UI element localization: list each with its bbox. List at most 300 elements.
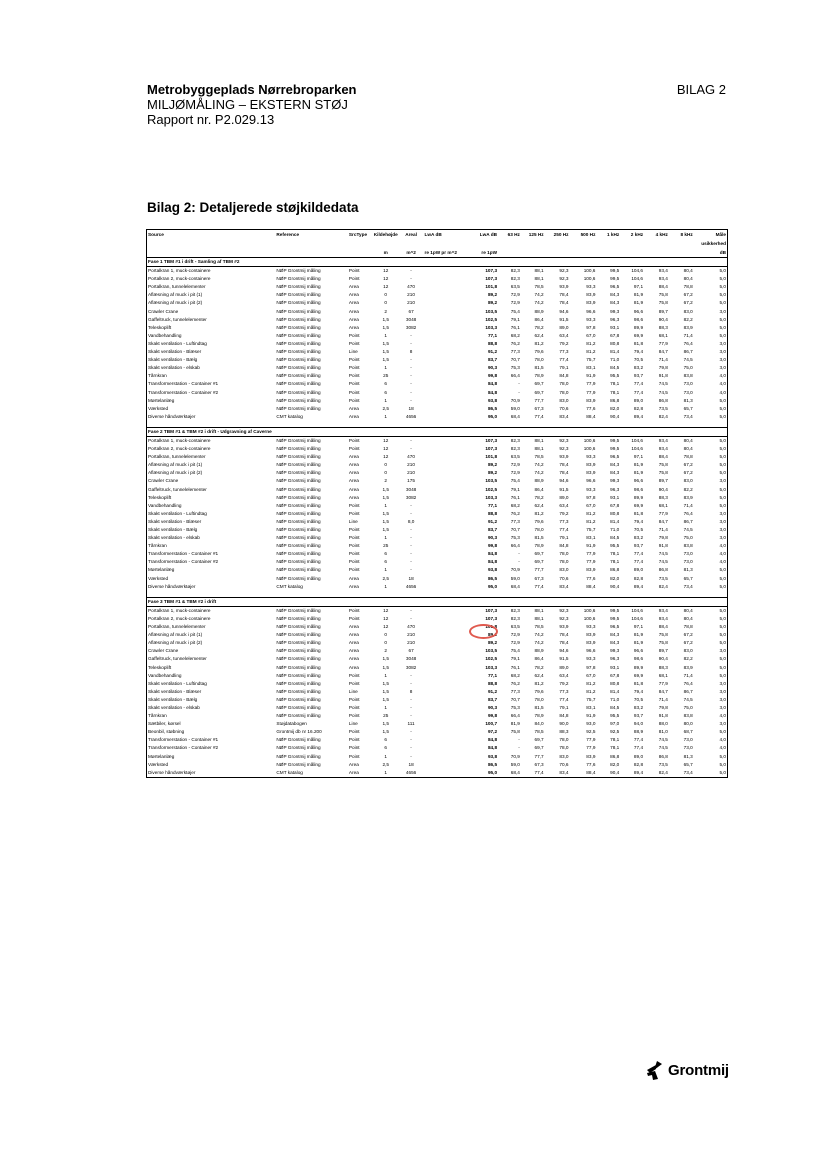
table-cell: 78,5: [534, 284, 544, 290]
table-body: [147, 258, 727, 777]
table-cell: 77,4: [559, 527, 569, 532]
table-cell: 67,2: [683, 462, 693, 468]
table-cell: [424, 469, 465, 477]
table-cell: [424, 324, 465, 332]
table-cell: -: [518, 745, 520, 751]
table-cell: [424, 445, 465, 453]
table-cell: 78,9: [534, 373, 544, 379]
table-cell: 6: [384, 381, 388, 387]
table-cell: 78,9: [534, 713, 544, 719]
table-cell: 89,9: [633, 324, 644, 330]
table-cell: 92,3: [559, 276, 569, 282]
table-cell: 88,4: [658, 624, 668, 630]
table-cell: NØP Grontmij måling: [276, 397, 321, 403]
table-cell: 69,7: [534, 389, 544, 395]
table-cell: [424, 461, 465, 469]
table-cell: 88,3: [658, 324, 668, 330]
table-cell: 76,2: [510, 510, 520, 516]
table-row: [147, 356, 727, 364]
column-header: Måle: [715, 232, 726, 237]
table-cell: 91,9: [586, 373, 596, 379]
table-cell: 103,5: [485, 478, 498, 484]
table-cell: 99,3: [610, 308, 620, 314]
table-cell: -: [410, 332, 412, 338]
column-header: LwA dB: [479, 232, 498, 237]
table-cell: 62,4: [534, 672, 544, 678]
table-cell: 4656: [405, 413, 417, 419]
table-cell: 90,4: [658, 656, 668, 662]
table-cell: 0: [384, 462, 388, 468]
table-cell: 93,4: [658, 607, 668, 613]
table-cell: 78,5: [534, 624, 544, 630]
table-cell: 5,0: [719, 462, 726, 468]
table-cell: 81,2: [534, 680, 544, 686]
table-cell: 84,3: [610, 470, 620, 476]
table-cell: 79,4: [633, 688, 644, 694]
table-cell: [424, 453, 465, 461]
table-cell: 0: [384, 470, 388, 476]
table-cell: 175: [407, 478, 415, 484]
table-cell: 82,4: [658, 583, 668, 589]
table-cell: [424, 728, 465, 736]
column-header: SrcType: [348, 232, 368, 237]
table-cell: 4,0: [719, 389, 726, 395]
table-cell: 86,5: [487, 405, 498, 411]
table-cell: 84,3: [610, 300, 620, 306]
table-cell: 83,4: [559, 769, 569, 775]
table-row: [147, 436, 727, 445]
table-cell: [424, 744, 465, 752]
column-unit: [644, 248, 669, 258]
table-cell: 91,5: [559, 656, 569, 662]
table-cell: 74,2: [534, 300, 544, 306]
table-cell: 5,0: [719, 316, 726, 322]
table-cell: 1: [384, 365, 388, 371]
table-cell: NØP Grontmij måling: [276, 284, 321, 290]
table-cell: 97,2: [487, 729, 498, 735]
table-cell: 71,4: [658, 696, 668, 702]
table-cell: Area: [348, 769, 359, 775]
table-cell: 93,4: [658, 437, 668, 443]
table-cell: 83,0: [683, 648, 693, 654]
table-cell: 83,9: [683, 324, 693, 330]
table-cell: 77,4: [633, 551, 644, 557]
column-header-line2: [644, 239, 669, 248]
table-row: [147, 267, 727, 276]
table-cell: 3,0: [719, 349, 726, 355]
table-cell: 94,6: [559, 478, 569, 484]
table-cell: 70,6: [559, 761, 569, 767]
table-cell: 72,9: [510, 640, 520, 646]
table-cell: 5,0: [719, 615, 726, 621]
table-cell: 78,9: [534, 543, 544, 549]
table-cell: Point: [348, 437, 360, 443]
table-cell: 104,6: [631, 615, 644, 621]
table-cell: 12: [383, 437, 389, 443]
table-row: [147, 639, 727, 647]
table-cell: 77,3: [559, 688, 569, 694]
table-cell: -: [410, 340, 412, 346]
table-cell: 76,1: [510, 664, 520, 670]
table-cell: 81,9: [633, 300, 644, 306]
table-cell: 12: [383, 615, 389, 621]
table-cell: Værksted: [148, 575, 169, 581]
column-header-line2: [498, 239, 521, 248]
table-row: [147, 510, 727, 518]
table-row: [147, 324, 727, 332]
table-cell: 79,1: [559, 535, 569, 541]
table-cell: 101,8: [485, 624, 498, 630]
table-cell: 5,0: [719, 640, 726, 646]
table-cell: -: [410, 276, 412, 282]
table-cell: 77,4: [534, 583, 544, 589]
table-cell: 79,1: [559, 365, 569, 371]
table-cell: Point: [348, 446, 360, 452]
table-cell: 99,5: [610, 437, 620, 443]
table-cell: 67,0: [586, 672, 596, 678]
table-cell: Point: [348, 332, 360, 338]
table-cell: 75,0: [683, 365, 693, 371]
table-cell: NØP Grontmij måling: [276, 389, 321, 395]
table-cell: 111: [407, 721, 415, 727]
table-cell: 2,5: [382, 405, 389, 411]
table-cell: Portalkran 2, muck-containere: [148, 276, 211, 282]
table-cell: Skakt ventilation - elskab: [148, 704, 200, 710]
table-cell: 67,2: [683, 632, 693, 638]
table-cell: 5,0: [719, 332, 726, 338]
table-cell: 94,6: [559, 648, 569, 654]
table-cell: CMT katalog: [276, 413, 303, 419]
table-cell: 72,9: [510, 470, 520, 476]
table-cell: 69,7: [534, 559, 544, 565]
table-cell: NØP Grontmij måling: [276, 340, 321, 346]
table-cell: 99,5: [610, 607, 620, 613]
table-cell: 91,9: [586, 543, 596, 549]
table-cell: Portalkran 1, muck-containere: [148, 607, 211, 613]
column-header-line2: usikkerhed: [701, 241, 726, 246]
table-cell: 78,8: [683, 454, 693, 460]
table-cell: Point: [348, 753, 360, 759]
table-cell: 5,0: [719, 494, 726, 500]
table-cell: Area: [348, 308, 359, 314]
column-header-line2: [620, 239, 644, 248]
table-cell: 97,1: [633, 284, 644, 290]
table-cell: 88,8: [487, 510, 498, 516]
table-cell: 82,0: [610, 405, 620, 411]
table-cell: 89,2: [487, 640, 498, 646]
table-cell: -: [410, 373, 412, 379]
table-row: [147, 631, 727, 639]
table-cell: Point: [348, 389, 360, 395]
report-header: [147, 82, 567, 127]
table-cell: 75,4: [510, 308, 520, 314]
table-cell: 67,8: [610, 672, 620, 678]
table-cell: 73,5: [658, 575, 668, 581]
table-cell: 76,2: [510, 340, 520, 346]
table-cell: 83,1: [586, 535, 596, 541]
table-cell: 77,9: [586, 745, 596, 751]
column-header: 1 kHz: [606, 232, 620, 237]
table-cell: 77,7: [534, 753, 544, 759]
table-cell: 93,4: [658, 446, 668, 452]
table-cell: Støjdatabogen: [276, 721, 307, 727]
table-cell: 1: [384, 583, 388, 589]
table-cell: 78,4: [559, 462, 569, 468]
table-cell: [424, 575, 465, 583]
table-cell: NØP Grontmij måling: [276, 737, 321, 743]
noise-source-table: [147, 230, 727, 777]
table-cell: [424, 405, 465, 413]
table-cell: 18: [408, 575, 414, 581]
table-row: [147, 308, 727, 316]
table-cell: NØP Grontmij måling: [276, 470, 321, 476]
table-cell: Skakt ventilation - Bælg: [148, 696, 198, 702]
table-cell: 5,0: [719, 583, 726, 589]
table-cell: 81,8: [633, 340, 644, 346]
column-unit: [498, 248, 521, 258]
table-cell: NØP Grontmij måling: [276, 704, 321, 710]
table-cell: 93,7: [633, 543, 644, 549]
table-cell: 84,7: [658, 688, 668, 694]
table-cell: Point: [348, 607, 360, 613]
table-cell: 1,5: [382, 324, 389, 330]
table-cell: 80,4: [683, 607, 693, 613]
table-cell: 77,3: [510, 688, 520, 694]
table-cell: Area: [348, 656, 359, 662]
table-cell: 88,3: [559, 729, 569, 735]
table-cell: 81,9: [633, 632, 644, 638]
table-cell: [424, 372, 465, 380]
table-cell: 70,5: [633, 357, 644, 363]
table-cell: 80,8: [610, 680, 620, 686]
table-cell: 79,1: [510, 486, 520, 492]
table-row: [147, 655, 727, 663]
table-cell: 77,3: [559, 518, 569, 524]
table-cell: Vandbehandling: [148, 502, 182, 508]
table-cell: Area: [348, 624, 359, 630]
table-cell: 77,4: [633, 389, 644, 395]
table-cell: 84,3: [610, 640, 620, 646]
table-cell: 67,2: [683, 470, 693, 476]
table-cell: 70,7: [510, 527, 520, 532]
table-cell: 68,1: [658, 332, 668, 338]
table-cell: 1: [384, 332, 388, 338]
table-cell: 96,5: [610, 624, 620, 630]
table-cell: [424, 720, 465, 728]
table-cell: 84,5: [610, 365, 620, 371]
table-row: [147, 332, 727, 340]
table-cell: 3,0: [719, 518, 726, 524]
table-cell: 59,0: [510, 405, 520, 411]
table-cell: 97,8: [586, 494, 596, 500]
table-cell: 77,9: [586, 551, 596, 557]
table-cell: [424, 348, 465, 356]
table-cell: [424, 558, 465, 566]
table-cell: 77,9: [658, 340, 668, 346]
table-cell: 107,3: [485, 437, 498, 443]
table-cell: 83,1: [586, 365, 596, 371]
table-cell: 68,2: [510, 502, 520, 508]
table-cell: 86,5: [487, 575, 498, 581]
table-cell: 68,4: [510, 583, 520, 589]
table-cell: 86,8: [658, 567, 668, 573]
table-cell: -: [410, 729, 412, 735]
table-cell: 81,2: [586, 349, 596, 355]
table-row: [147, 550, 727, 558]
table-cell: 77,4: [633, 559, 644, 565]
table-cell: Portalkran 1, muck-containere: [148, 268, 211, 274]
table-cell: 78,0: [559, 551, 569, 557]
table-cell: 75,8: [658, 632, 668, 638]
table-cell: 95,5: [610, 373, 620, 379]
table-cell: 78,1: [610, 389, 620, 395]
table-cell: NØP Grontmij måling: [276, 753, 321, 759]
table-cell: 83,9: [586, 397, 596, 403]
table-cell: 77,6: [586, 405, 596, 411]
table-cell: [424, 704, 465, 712]
table-cell: -: [410, 745, 412, 751]
table-row: [147, 299, 727, 307]
table-cell: 1: [384, 567, 388, 573]
table-cell: Sætbiler, kørsel: [148, 721, 181, 727]
table-cell: 210: [407, 632, 415, 638]
table-cell: 82,2: [683, 656, 693, 662]
table-cell: 1: [384, 502, 388, 508]
table-cell: 3,0: [719, 680, 726, 686]
table-cell: 91,2: [487, 349, 498, 355]
table-cell: 89,2: [487, 632, 498, 638]
table-cell: 73,4: [683, 583, 693, 589]
table-cell: 1,5: [382, 721, 389, 727]
table-cell: 83,9: [586, 292, 596, 298]
table-cell: 95,5: [610, 543, 620, 549]
table-cell: [424, 736, 465, 744]
table-cell: 5,0: [719, 413, 726, 419]
table-cell: 80,8: [610, 340, 620, 346]
table-cell: 210: [407, 462, 415, 468]
table-cell: 93,7: [633, 373, 644, 379]
table-cell: Mørtelanlæg: [148, 397, 175, 403]
table-cell: 1: [384, 704, 388, 710]
table-cell: 74,5: [683, 696, 693, 702]
table-cell: 70,6: [559, 575, 569, 581]
table-cell: 96,3: [610, 486, 620, 492]
table-cell: 83,8: [683, 543, 693, 549]
column-unit: re 1pW: [465, 248, 498, 258]
table-cell: 69,7: [534, 737, 544, 743]
table-cell: 104,6: [631, 276, 644, 282]
table-cell: Line: [348, 721, 358, 727]
table-cell: Area: [348, 413, 359, 419]
table-cell: 84,8: [487, 381, 498, 387]
table-cell: 86,8: [610, 753, 620, 759]
column-header: Reference: [276, 232, 300, 237]
table-cell: Area: [348, 454, 359, 460]
table-row: [147, 542, 727, 550]
table-cell: NØP Grontmij måling: [276, 276, 321, 282]
table-cell: 70,7: [510, 696, 520, 702]
table-cell: 0: [384, 640, 388, 646]
table-cell: 5,0: [719, 502, 726, 508]
table-cell: [424, 316, 465, 324]
table-cell: Crawler Crane: [148, 308, 179, 314]
table-cell: 79,4: [633, 518, 644, 524]
table-cell: NØP Grontmij måling: [276, 373, 321, 379]
table-cell: 63,4: [559, 332, 569, 338]
table-cell: 78,0: [534, 357, 544, 363]
table-cell: 63,5: [510, 284, 520, 290]
table-cell: Transformerstation - Container #1: [148, 737, 219, 743]
table-cell: 90,4: [610, 583, 620, 589]
table-cell: 68,7: [683, 729, 693, 735]
table-cell: 1: [384, 672, 388, 678]
table-cell: 86,4: [534, 656, 544, 662]
table-cell: Line: [348, 518, 358, 524]
table-cell: 3,0: [719, 357, 726, 363]
table-cell: Værksted: [148, 761, 169, 767]
table-cell: [424, 639, 465, 647]
table-cell: 3048: [405, 316, 417, 322]
table-cell: 92,5: [586, 729, 596, 735]
table-cell: 69,9: [633, 502, 644, 508]
table-cell: Point: [348, 365, 360, 371]
table-cell: Point: [348, 527, 360, 532]
table-row: [147, 688, 727, 696]
table-cell: Area: [348, 583, 359, 589]
table-cell: Area: [348, 575, 359, 581]
table-row: [147, 720, 727, 728]
table-cell: Skakt ventilation - Blæser: [148, 688, 202, 694]
table-cell: [424, 436, 465, 445]
table-cell: Skakt ventilation - elskab: [148, 535, 200, 541]
table-cell: 67,8: [610, 332, 620, 338]
table-cell: 79,2: [559, 340, 569, 346]
table-cell: 210: [407, 470, 415, 476]
table-cell: 79,4: [633, 349, 644, 355]
table-cell: 96,6: [633, 478, 644, 484]
column-header-line2: [424, 239, 465, 248]
table-cell: 88,1: [534, 446, 544, 452]
table-cell: 5,0: [719, 656, 726, 662]
table-cell: [424, 526, 465, 534]
table-row: [147, 606, 727, 615]
table-cell: Værksted: [148, 405, 169, 411]
table-cell: 4,0: [719, 737, 726, 743]
table-cell: 77,9: [658, 680, 668, 686]
table-cell: 83,8: [683, 713, 693, 719]
table-cell: 83,4: [559, 583, 569, 589]
table-cell: 25: [383, 373, 389, 379]
table-cell: NØP Grontmij måling: [276, 535, 321, 541]
table-cell: 103,3: [485, 664, 498, 670]
table-cell: [424, 615, 465, 623]
table-cell: Area: [348, 648, 359, 654]
table-cell: 99,3: [610, 478, 620, 484]
phase-title: Fase 2 TBM #1 & TBM #2 i drift - Udgravning af Caverne: [147, 427, 727, 436]
table-cell: NØP Grontmij måling: [276, 615, 321, 621]
column-header-line2: [570, 239, 597, 248]
table-cell: 5,0: [719, 632, 726, 638]
table-cell: Point: [348, 551, 360, 557]
column-unit: [620, 248, 644, 258]
column-unit: [545, 248, 570, 258]
table-row: [147, 615, 727, 623]
table-cell: 78,8: [683, 624, 693, 630]
table-cell: 77,4: [534, 769, 544, 775]
table-cell: 88,4: [586, 413, 596, 419]
table-row: [147, 712, 727, 720]
table-cell: 68,4: [510, 769, 520, 775]
